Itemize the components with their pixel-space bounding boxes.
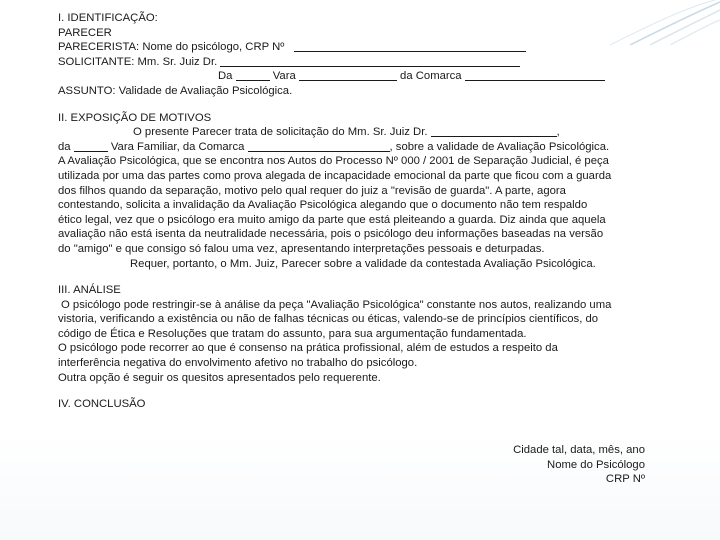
parecer-label: PARECER [58, 26, 112, 39]
body-line: avaliação não está isenta da neutralidade necessária, pois o psicólogo deu informações baseadas na versão [58, 228, 604, 241]
vara-text: Vara [272, 70, 296, 83]
da-text-2: da [58, 140, 71, 153]
judge-name-blank [220, 55, 520, 67]
signature-name: Nome do Psicólogo [547, 458, 645, 471]
solicitante-line [58, 55, 650, 70]
vara-familiar-blank [74, 140, 108, 152]
vara-name-blank [299, 69, 397, 81]
parecerista-line [58, 40, 650, 55]
section-heading-analise: III. ANÁLISE [58, 284, 121, 297]
da-text: Da [218, 70, 233, 83]
body-line: A Avaliação Psicológica, que se encontra nos Autos do Processo Nº 000 / 2001 de Separação Judicial, é peça [58, 155, 609, 168]
section-heading-exposicao: II. EXPOSIÇÃO DE MOTIVOS [58, 111, 212, 124]
crp-blank [294, 40, 526, 52]
vara-comarca-line [58, 69, 650, 84]
body-line: utilizada por uma das partes como prova alegada de incapacidade emocional da parte que ficou com a guarda [58, 169, 612, 182]
comarca-text: da Comarca [400, 70, 462, 83]
comarca-blank [465, 69, 605, 81]
signature-block [513, 443, 645, 487]
signature-crp: CRP Nº [605, 473, 645, 486]
analysis-line: O psicólogo pode restringir-se à análise da peça "Avaliação Psicológica" constante nos autos, realizando uma [61, 298, 612, 311]
section-heading-identificacao: I. IDENTIFICAÇÃO: [58, 12, 158, 24]
assunto-line: ASSUNTO: Validade de Avaliação Psicológica. [58, 84, 293, 97]
body-line: dos filhos quando da separação, motivo pelo qual requer do juiz a "revisão de guarda". A parte, agora [58, 184, 566, 197]
solicitante-text: SOLICITANTE: Mm. Sr. Juiz Dr. [58, 55, 218, 68]
vara-number-blank [236, 69, 270, 81]
document-body [58, 11, 650, 412]
body-line: ético legal, vez que o psicólogo era muito amigo da parte que está pleiteando a guarda. Diz ainda que aquela [58, 213, 606, 226]
analysis-line: interferência negativa do envolvimento afetivo no trabalho do psicólogo. [58, 357, 418, 370]
intro-tail: , sobre a validade de Avaliação Psicológica. [389, 140, 610, 153]
vara-familiar-text: Vara Familiar, da Comarca [110, 140, 245, 153]
analysis-line: código de Ética e Resoluções que tratam do assunto, para sua argumentação fundamentada. [58, 327, 527, 340]
intro-line [58, 125, 650, 140]
parecerista-text: PARECERISTA: Nome do psicólogo, CRP Nº [58, 41, 285, 54]
analysis-line: vistoria, verificando a existência ou não de falhas técnicas ou éticas, valendo-se de princípios científicos, do [58, 313, 599, 326]
request-line: Requer, portanto, o Mm. Juiz, Parecer sobre a validade da contestada Avaliação Psicológica. [130, 257, 596, 270]
body-line: do "amigo" e que consigo só falou uma vez, apresentando interpretações pessoais e deturpadas. [58, 242, 545, 255]
analysis-line: Outra opção é seguir os quesitos apresentados pelo requerente. [58, 371, 381, 384]
signature-place-date: Cidade tal, data, mês, ano [513, 444, 645, 456]
intro-text: O presente Parecer trata de solicitação do Mm. Sr. Juiz Dr. [133, 126, 428, 139]
intro-comma: , [556, 126, 560, 139]
analysis-line: O psicólogo pode recorrer ao que é consenso na prática profissional, além de estudos a respeito da [58, 342, 558, 355]
body-line: contestando, solicita a invalidação da Avaliação Psicológica alegando que o documento não tem respaldo [58, 199, 588, 212]
vara-familiar-line [58, 140, 650, 155]
section-heading-conclusao: IV. CONCLUSÃO [58, 398, 146, 411]
comarca-blank-2 [248, 140, 390, 152]
judge-blank-2 [431, 125, 557, 137]
